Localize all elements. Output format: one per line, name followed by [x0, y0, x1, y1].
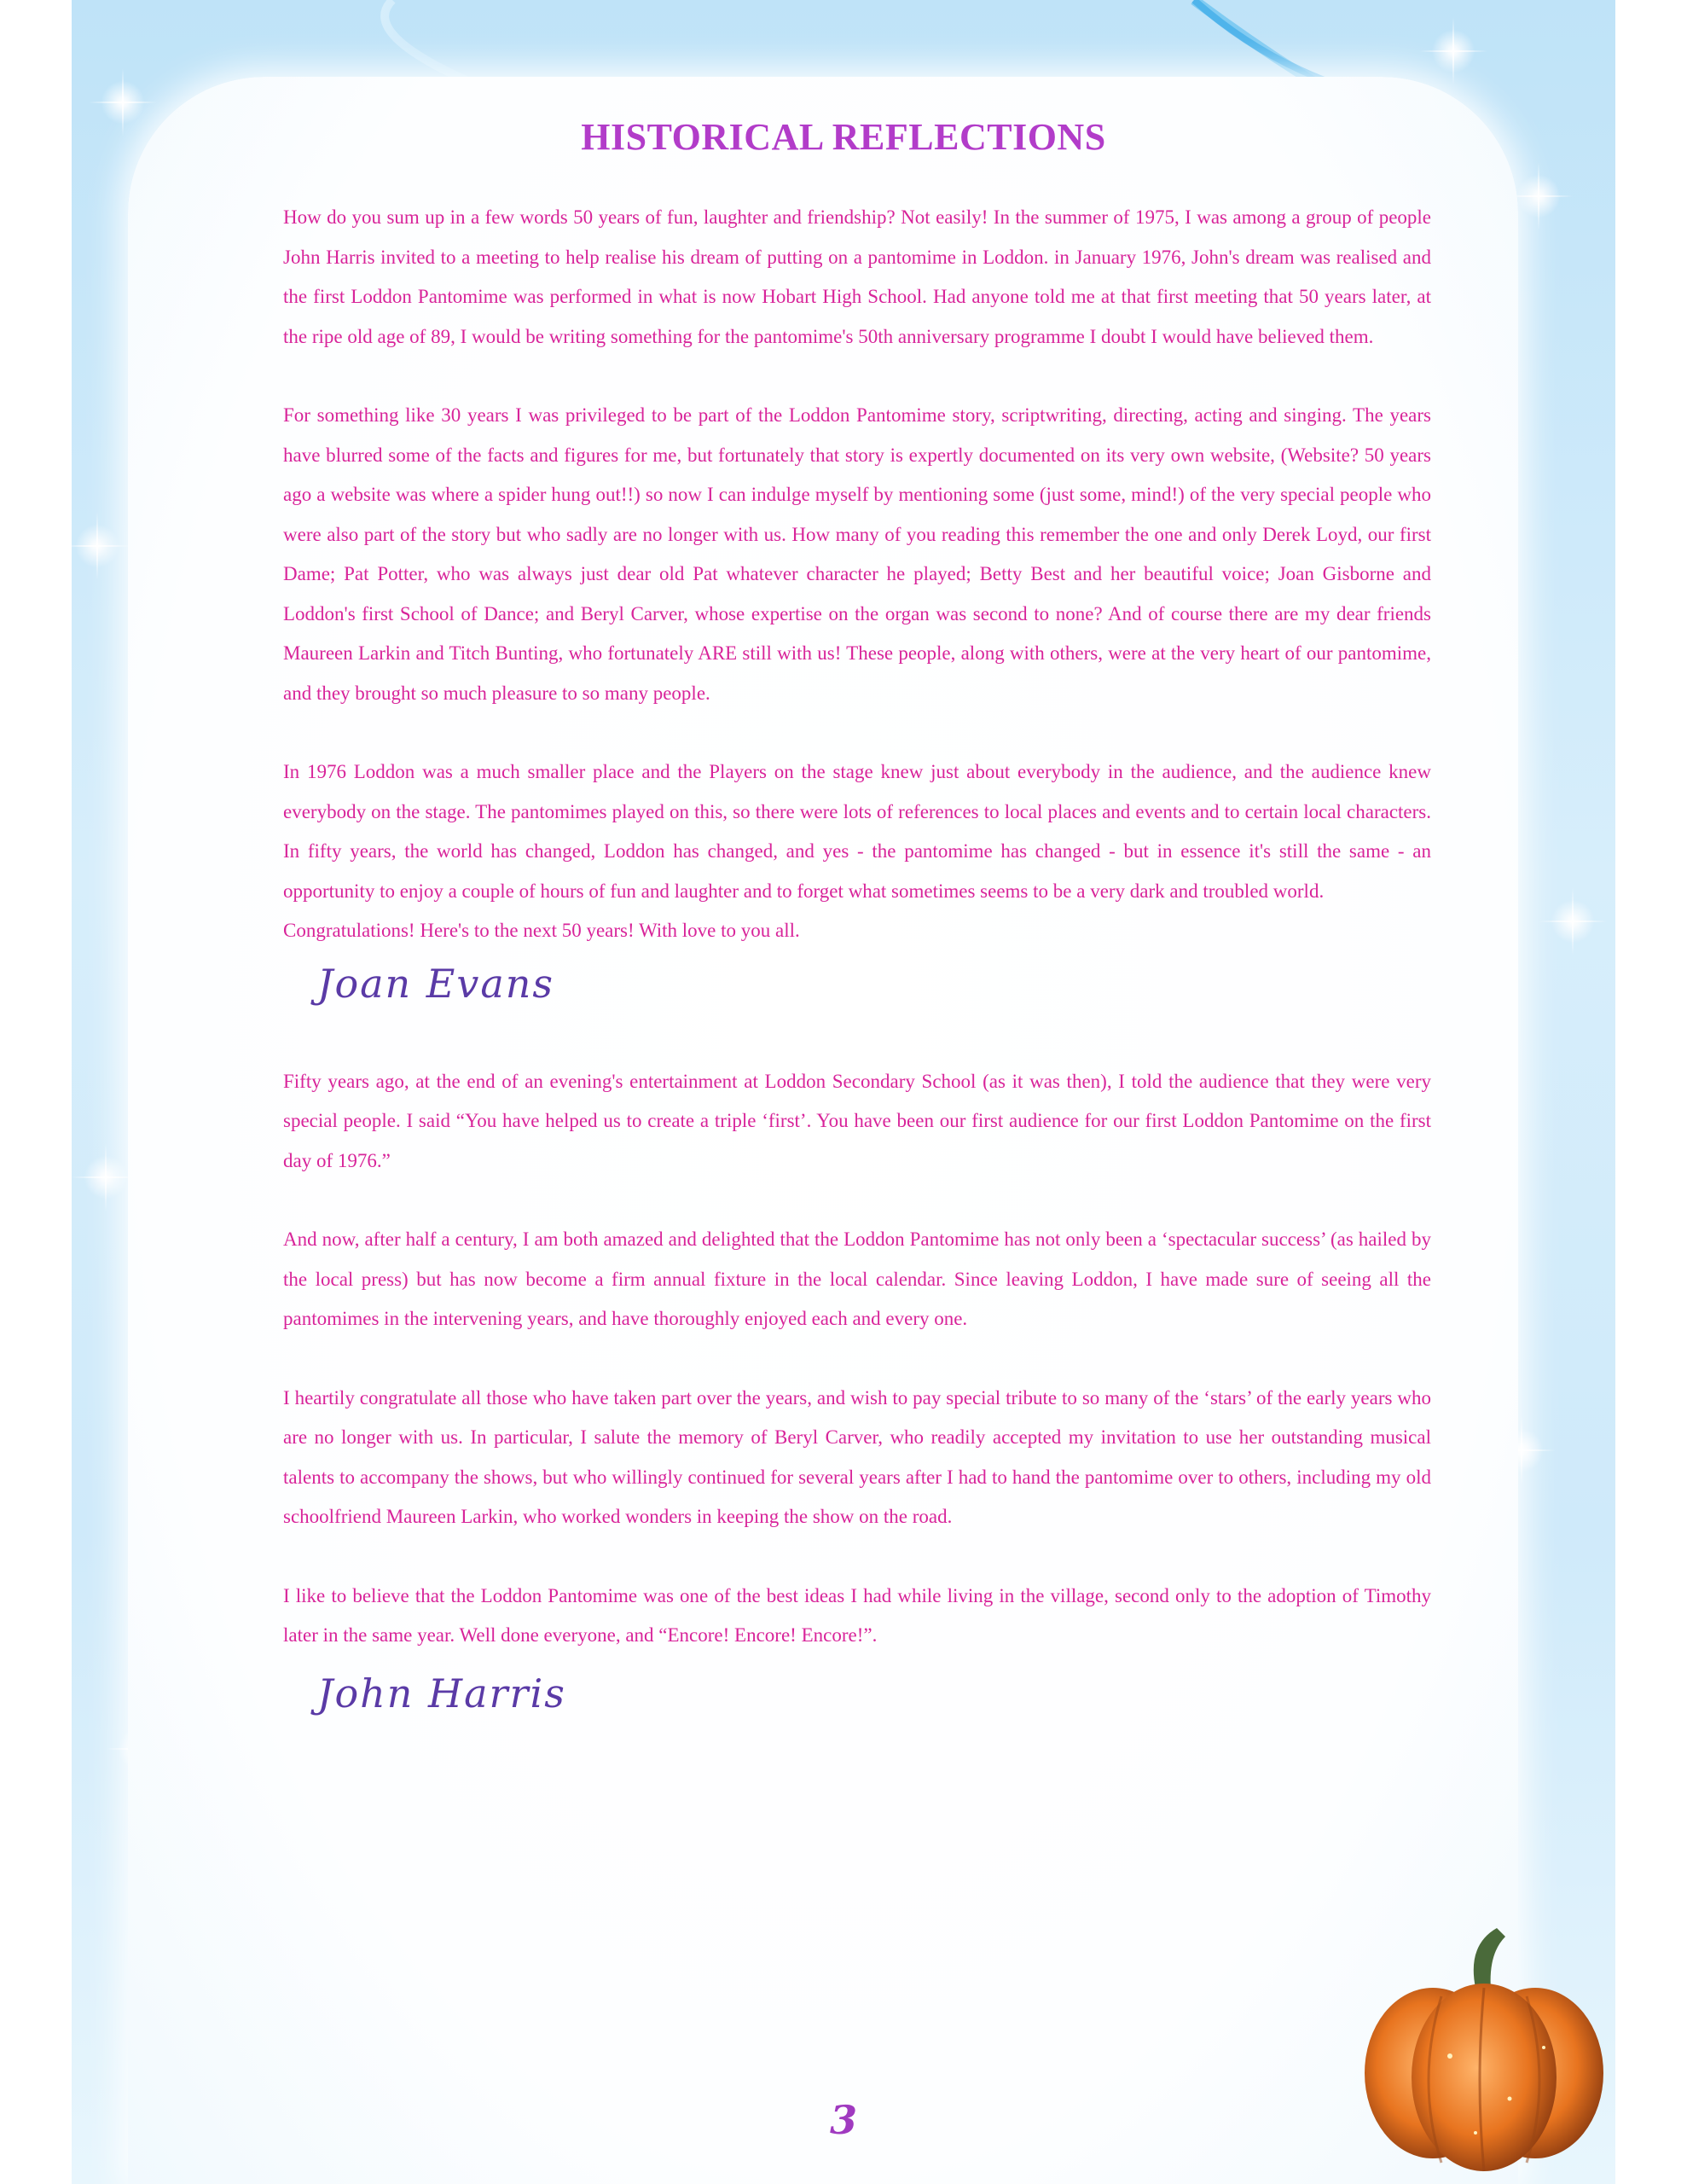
signature-joan-evans: Joan Evans: [317, 960, 555, 1007]
paragraph: Fifty years ago, at the end of an evening's entertainment at Loddon Secondary School (as it was then), I told the audience that they were very special people. I said “You have helped us to create a triple ‘first’. You have been our first audience for our first Loddon Pantomime on the first day of 1976.”: [283, 1070, 1431, 1171]
page-title: HISTORICAL REFLECTIONS: [581, 116, 1106, 158]
paragraph: Congratulations! Here's to the next 50 years! With love to you all.: [283, 920, 800, 941]
paragraph: I heartily congratulate all those who have taken part over the years, and wish to pay special tribute to so many of the ‘stars’ of the early years who are no longer with us. In particular, I salute the memory of Beryl Carver, who readily accepted my invitation to use her outstanding musical talents to accompany the shows, but who willingly continued for several years after I had to hand the pantomime over to others, including my old schoolfriend Maureen Larkin, who worked wonders in keeping the show on the road.: [283, 1386, 1431, 1527]
paragraph: How do you sum up in a few words 50 years of fun, laughter and friendship? Not easily! In the summer of 1975, I was among a group of people John Harris invited to a meeting to help realise his dream of putting on a pantomime in Loddon. in January 1976, John's dream was realised and the first Loddon Pantomime was performed in what is now Hobart High School. Had anyone told me at that first meeting that 50 years later, at the ripe old age of 89, I would be writing something for the pantomime's 50th anniversary programme I doubt I would have believed them.: [283, 206, 1431, 347]
signature-john-harris: John Harris: [317, 1670, 566, 1716]
pumpkin-icon: [1348, 1911, 1620, 2184]
paragraph: For something like 30 years I was privileged to be part of the Loddon Pantomime story, scriptwriting, directing, acting and singing. The years have blurred some of the facts and figures for me, but fortunately that story is expertly documented on its very own website, (Website? 50 years ago a website was where a spider hung out!!) so now I can indulge myself by mentioning some (just some, mind!) of the very special people who were also part of the story but who sadly are no longer with us. How many of you reading this remember the one and only Derek Loyd, our first Dame; Pat Potter, who was always just dear old Pat whatever character he played; Betty Best and her beautiful voice; Joan Gisborne and Loddon's first School of Dance; and Beryl Carver, whose expertise on the organ was second to none? And of course there are my dear friends Maureen Larkin and Titch Bunting, who fortunately ARE still with us! These people, along with others, were at the very heart of our pantomime, and they brought so much pleasure to so many people.: [283, 404, 1431, 704]
page-number: 3: [829, 2097, 857, 2143]
paragraph: I like to believe that the Loddon Pantomime was one of the best ideas I had while living in the village, second only to the adoption of Timothy later in the same year. Well done everyone, and “Encore! Encore! Encore!”.: [283, 1584, 1431, 1646]
paragraph: In 1976 Loddon was a much smaller place and the Players on the stage knew just about everybody in the audience, and the audience knew everybody on the stage. The pantomimes played on this, so there were lots of references to local places and events and to certain local characters. In fifty years, the world has changed, Loddon has changed, and yes - the pantomime has changed - but in essence it's still the same - an opportunity to enjoy a couple of hours of fun and laughter and to forget what sometimes seems to be a very dark and troubled world.: [283, 761, 1431, 902]
paragraph: And now, after half a century, I am both amazed and delighted that the Loddon Pantomime has not only been a ‘spectacular success’ (as hailed by the local press) but has now become a firm annual fixture in the local calendar. Since leaving Loddon, I have made sure of seeing all the pantomimes in the intervening years, and have thoroughly enjoyed each and every one.: [283, 1228, 1431, 1329]
article-body: [283, 198, 1431, 1772]
